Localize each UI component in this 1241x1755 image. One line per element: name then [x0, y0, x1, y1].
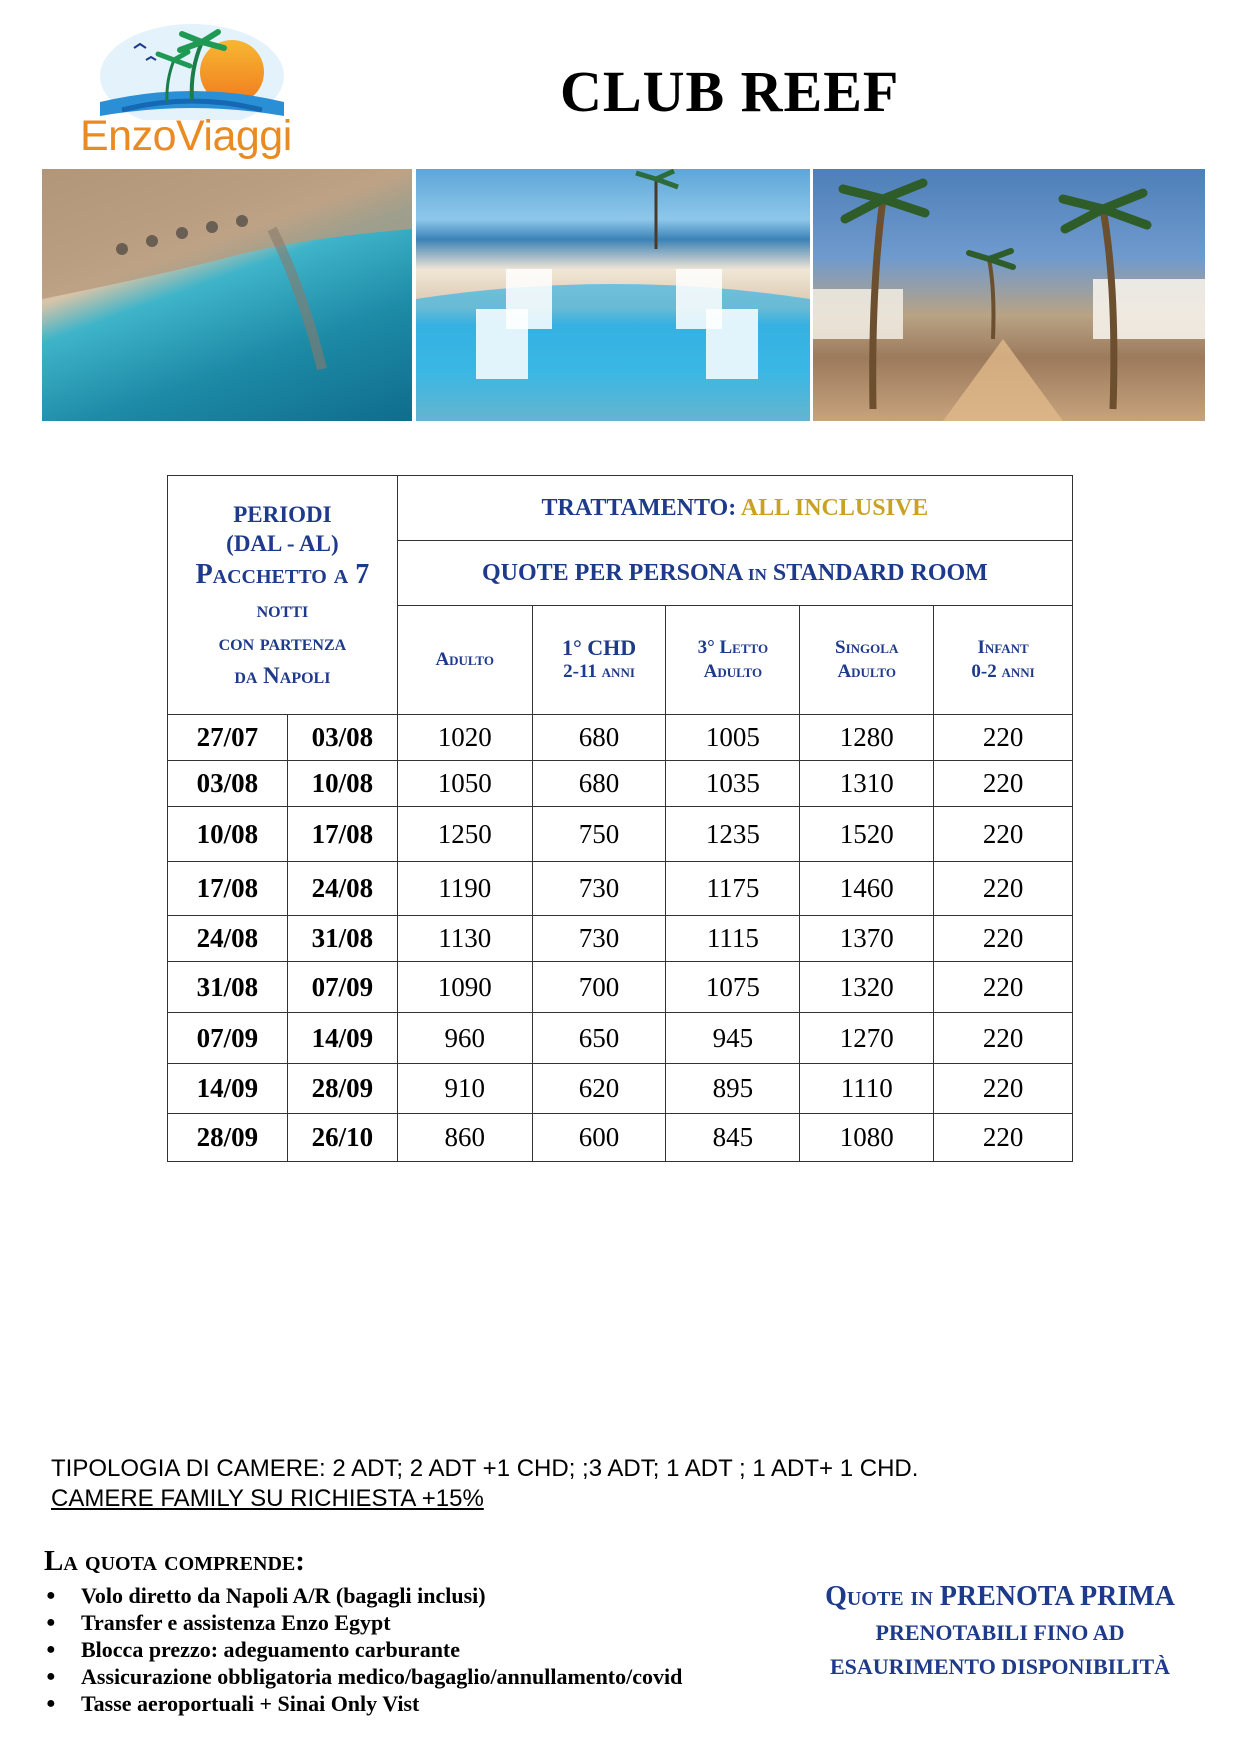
price-infant: 220: [934, 1013, 1073, 1064]
price-terzo: 1175: [666, 862, 800, 916]
price-singola: 1370: [800, 916, 934, 962]
quote-header-c: STANDARD ROOM: [766, 559, 988, 586]
price-adulto: 1190: [397, 862, 532, 916]
bullet-icon: ●: [46, 1695, 56, 1712]
list-item-text: Tasse aeroportuali + Sinai Only Vist: [81, 1691, 420, 1716]
price-adulto: 1020: [397, 715, 532, 761]
date-al: 28/09: [287, 1064, 397, 1114]
palms-photo: [813, 169, 1205, 421]
periodi-label: PERIODI: [233, 502, 332, 527]
col-chd-sub: 2-11 anni: [563, 661, 635, 682]
prenota-prima-label: PRENOTA PRIMA: [939, 1581, 1175, 1612]
col-infant-label: Infant: [977, 637, 1029, 658]
date-al: 26/10: [287, 1114, 397, 1162]
col-adulto-label: Adulto: [435, 649, 494, 670]
price-infant: 220: [934, 807, 1073, 862]
price-terzo: 945: [666, 1013, 800, 1064]
dal-al-label: (DAL - AL): [226, 531, 339, 556]
trattamento-value: ALL INCLUSIVE: [740, 494, 929, 521]
price-singola: 1320: [800, 962, 934, 1013]
date-dal: 17/08: [168, 862, 288, 916]
price-chd: 650: [532, 1013, 666, 1064]
table-row: [168, 1064, 1073, 1114]
price-chd: 750: [532, 807, 666, 862]
list-item-text: Assicurazione obbligatoria medico/bagaglio/annullamento/covid: [81, 1664, 683, 1689]
list-item: [44, 1636, 682, 1663]
price-singola: 1270: [800, 1013, 934, 1064]
price-adulto: 1090: [397, 962, 532, 1013]
date-dal: 03/08: [168, 761, 288, 807]
room-types-note: [51, 1454, 918, 1514]
price-chd: 680: [532, 715, 666, 761]
col-adulto: [397, 606, 532, 715]
price-singola: 1460: [800, 862, 934, 916]
price-singola: 1110: [800, 1064, 934, 1114]
date-al: 10/08: [287, 761, 397, 807]
prenota-line2: PRENOTABILI FINO AD: [875, 1620, 1125, 1645]
table-row: [168, 862, 1073, 916]
col-singola-label: Singola: [835, 637, 899, 658]
price-table: [167, 475, 1073, 1162]
col-terzo-label: 3° Letto: [697, 637, 769, 658]
bullet-icon: ●: [46, 1641, 56, 1658]
date-dal: 27/07: [168, 715, 288, 761]
price-adulto: 1130: [397, 916, 532, 962]
list-item-text: Volo diretto da Napoli A/R (bagagli inclusi): [81, 1583, 486, 1608]
table-row: [168, 916, 1073, 962]
palm-island-icon: [42, 20, 342, 120]
page-title: CLUB REEF: [560, 59, 900, 124]
price-terzo: 845: [666, 1114, 800, 1162]
price-terzo: 1235: [666, 807, 800, 862]
comprende-title: La quota comprende:: [44, 1545, 305, 1577]
date-dal: 31/08: [168, 962, 288, 1013]
price-singola: 1080: [800, 1114, 934, 1162]
prenota-headline: [790, 1578, 1210, 1616]
periodi-header: [168, 476, 398, 715]
price-chd: 700: [532, 962, 666, 1013]
tipologia-text: TIPOLOGIA DI CAMERE: 2 ADT; 2 ADT +1 CHD; ;3 ADT; 1 ADT ; 1 ADT+ 1 CHD.: [51, 1455, 919, 1482]
price-infant: 220: [934, 916, 1073, 962]
bullet-icon: ●: [46, 1614, 56, 1631]
date-dal: 24/08: [168, 916, 288, 962]
price-chd: 600: [532, 1114, 666, 1162]
table-row: [168, 807, 1073, 862]
list-item: [44, 1663, 682, 1690]
table-row: [168, 1114, 1073, 1162]
price-infant: 220: [934, 715, 1073, 761]
table-row: [168, 761, 1073, 807]
prenota-quote-label: Quote in: [825, 1581, 940, 1612]
price-terzo: 1005: [666, 715, 800, 761]
list-item-text: Transfer e assistenza Enzo Egypt: [81, 1610, 391, 1635]
price-chd: 730: [532, 916, 666, 962]
price-singola: 1520: [800, 807, 934, 862]
price-adulto: 860: [397, 1114, 532, 1162]
price-chd: 620: [532, 1064, 666, 1114]
price-infant: 220: [934, 1114, 1073, 1162]
price-adulto: 1050: [397, 761, 532, 807]
prenota-prima-box: [790, 1578, 1210, 1684]
price-infant: 220: [934, 962, 1073, 1013]
price-terzo: 1115: [666, 916, 800, 962]
date-dal: 14/09: [168, 1064, 288, 1114]
date-dal: 10/08: [168, 807, 288, 862]
table-row: [168, 1013, 1073, 1064]
col-singola-sub: Adulto: [837, 661, 896, 682]
list-item-text: Blocca prezzo: adeguamento carburante: [81, 1637, 461, 1662]
col-singola: [800, 606, 934, 715]
price-singola: 1280: [800, 715, 934, 761]
list-item: [44, 1609, 682, 1636]
price-adulto: 910: [397, 1064, 532, 1114]
includes-list: [44, 1582, 682, 1717]
bullet-icon: ●: [46, 1587, 56, 1604]
prenota-line3: ESAURIMENTO DISPONIBILITÀ: [829, 1654, 1171, 1679]
list-item: [44, 1690, 682, 1717]
price-singola: 1310: [800, 761, 934, 807]
bullet-icon: ●: [46, 1668, 56, 1685]
date-al: 31/08: [287, 916, 397, 962]
notti-label: notti: [256, 597, 309, 622]
price-terzo: 1075: [666, 962, 800, 1013]
price-chd: 730: [532, 862, 666, 916]
price-infant: 220: [934, 1064, 1073, 1114]
beach-photo: [42, 169, 412, 421]
price-terzo: 1035: [666, 761, 800, 807]
trattamento-label: TRATTAMENTO:: [541, 494, 741, 521]
col-terzo-sub: Adulto: [703, 661, 763, 682]
date-dal: 07/09: [168, 1013, 288, 1064]
date-dal: 28/09: [168, 1114, 288, 1162]
list-item: [44, 1582, 682, 1609]
col-infant-sub: 0-2 anni: [971, 661, 1035, 682]
price-terzo: 895: [666, 1064, 800, 1114]
pacchetto-label: Pacchetto a 7: [195, 559, 370, 590]
price-adulto: 960: [397, 1013, 532, 1064]
col-terzo: [666, 606, 800, 715]
price-infant: 220: [934, 862, 1073, 916]
table-row: [168, 715, 1073, 761]
date-al: 17/08: [287, 807, 397, 862]
price-infant: 220: [934, 761, 1073, 807]
col-chd: [532, 606, 666, 715]
date-al: 24/08: [287, 862, 397, 916]
col-infant: [934, 606, 1073, 715]
table-row: [168, 962, 1073, 1013]
partenza-label: con partenza: [218, 630, 347, 655]
col-chd-label: 1° CHD: [561, 635, 637, 660]
date-al: 14/09: [287, 1013, 397, 1064]
date-al: 07/09: [287, 962, 397, 1013]
quote-header-in: in: [748, 559, 767, 586]
price-adulto: 1250: [397, 807, 532, 862]
price-chd: 680: [532, 761, 666, 807]
logo: [42, 20, 342, 162]
quote-header-a: QUOTE PER PERSONA: [481, 559, 749, 586]
date-al: 03/08: [287, 715, 397, 761]
napoli-label: da Napoli: [234, 663, 331, 688]
logo-text: EnzoViaggi: [80, 112, 292, 160]
pool-photo: [416, 169, 810, 421]
family-rooms-note: CAMERE FAMILY SU RICHIESTA +15%: [51, 1485, 484, 1512]
quote-header: [397, 541, 1072, 606]
trattamento-header: [397, 476, 1072, 541]
